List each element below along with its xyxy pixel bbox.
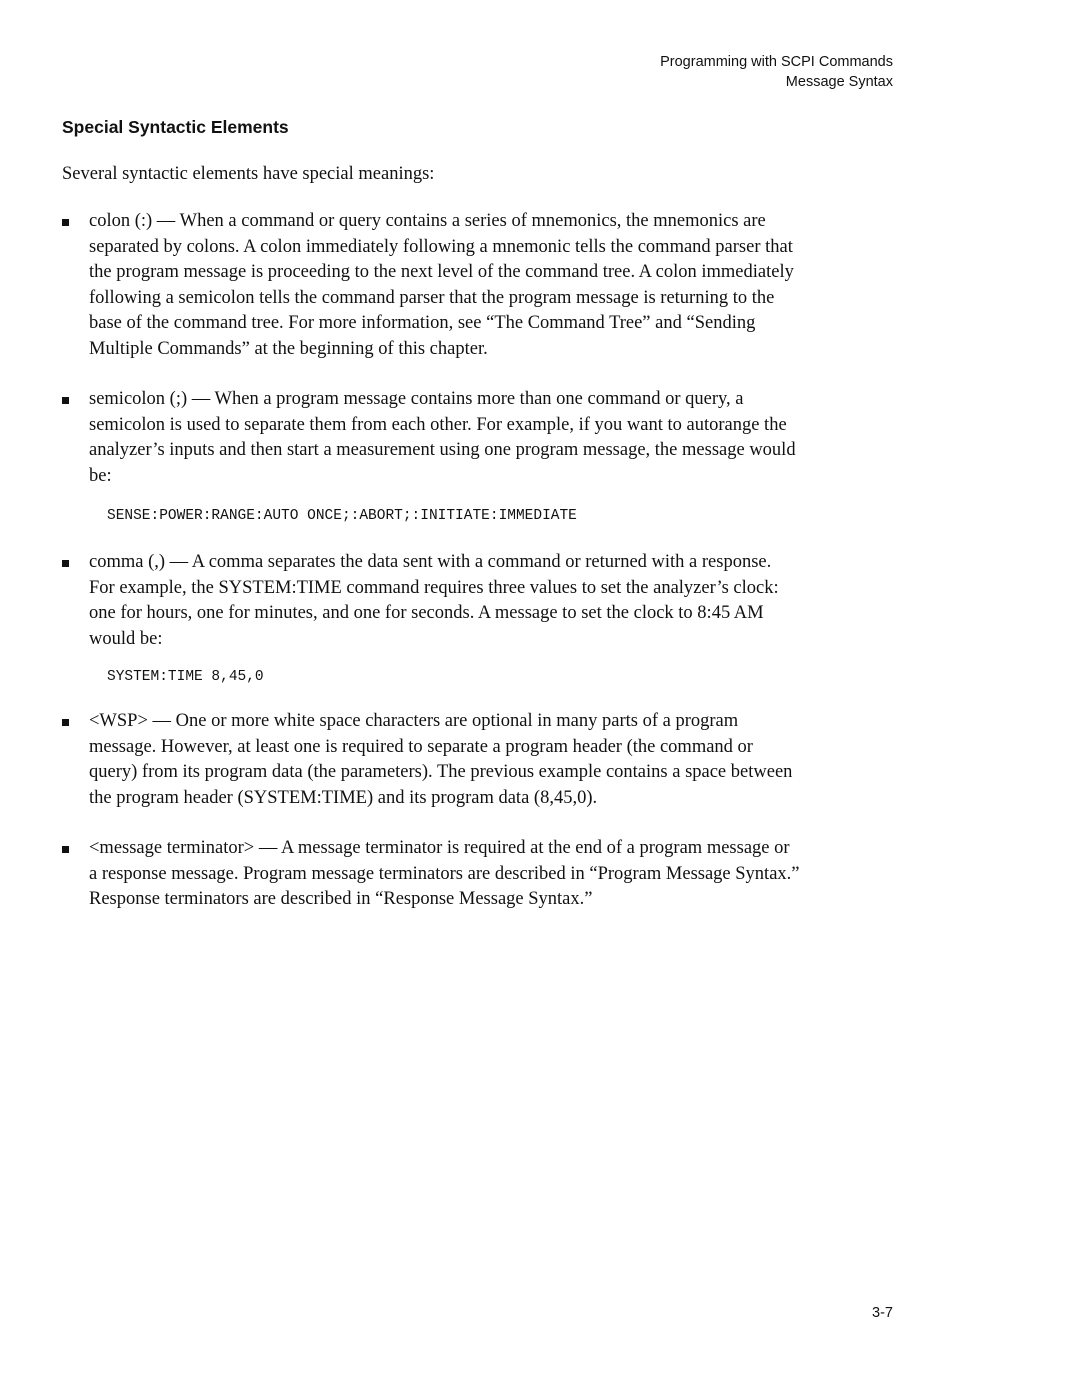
bullet-text-line: comma (,) — A comma separates the data sent with a command or returned with a response. (89, 552, 772, 572)
bullet-text-line: would be: (89, 628, 163, 649)
bullet-text-line: one for hours, one for minutes, and one for seconds. A message to set the clock to 8:45 AM (89, 603, 764, 624)
code-example-comma: SYSTEM:TIME 8,45,0 (107, 669, 264, 685)
bullet-text-line: a response message. Program message terminators are described in “Program Message Syntax.” (89, 863, 800, 884)
bullet-icon (62, 219, 69, 226)
bullet-icon (62, 397, 69, 404)
running-header-section: Message Syntax (785, 74, 893, 90)
bullet-text-line: the program header (SYSTEM:TIME) and its program data (8,45,0). (89, 787, 598, 808)
bullet-semicolon (62, 387, 912, 489)
bullet-text-line: query) from its program data (the parameters). The previous example contains a space between (89, 762, 793, 783)
code-example-semicolon: SENSE:POWER:RANGE:AUTO ONCE;:ABORT;:INITIATE:IMMEDIATE (107, 508, 577, 524)
bullet-icon (62, 846, 69, 853)
bullet-text-line: colon (:) — When a command or query contains a series of mnemonics, the mnemonics are (89, 211, 766, 231)
bullet-text-line: message. However, at least one is required to separate a program header (the command or (89, 736, 753, 757)
bullet-comma (62, 550, 912, 652)
bullet-text-line: be: (89, 465, 112, 486)
bullet-icon (62, 560, 69, 567)
bullet-wsp (62, 709, 912, 811)
bullet-text-line: <message terminator> — A message terminator is required at the end of a program message or (89, 838, 790, 858)
bullet-text-line: Multiple Commands” at the beginning of this chapter. (89, 338, 488, 359)
page-number: 3-7 (872, 1305, 893, 1321)
intro-paragraph: Several syntactic elements have special meanings: (62, 164, 435, 184)
section-title: Special Syntactic Elements (62, 117, 289, 137)
bullet-text-line: separated by colons. A colon immediately following a mnemonic tells the command parser that (89, 236, 793, 257)
bullet-text-line: semicolon is used to separate them from each other. For example, if you want to autorange the (89, 414, 787, 435)
bullet-text-line: <WSP> — One or more white space characters are optional in many parts of a program (89, 711, 739, 731)
bullet-icon (62, 719, 69, 726)
bullet-text-line: analyzer’s inputs and then start a measurement using one program message, the message would (89, 440, 796, 461)
bullet-text-line: Response terminators are described in “Response Message Syntax.” (89, 889, 593, 910)
bullet-text-line: For example, the SYSTEM:TIME command requires three values to set the analyzer’s clock: (89, 577, 779, 598)
bullet-text-line: semicolon (;) — When a program message contains more than one command or query, a (89, 389, 744, 409)
bullet-message-terminator (62, 836, 912, 913)
running-header-chapter: Programming with SCPI Commands (660, 54, 893, 70)
bullet-text-line: following a semicolon tells the command parser that the program message is returning to the (89, 287, 775, 308)
bullet-colon (62, 209, 912, 363)
bullet-text-line: base of the command tree. For more information, see “The Command Tree” and “Sending (89, 313, 756, 334)
bullet-text-line: the program message is proceeding to the next level of the command tree. A colon immediately (89, 262, 794, 283)
